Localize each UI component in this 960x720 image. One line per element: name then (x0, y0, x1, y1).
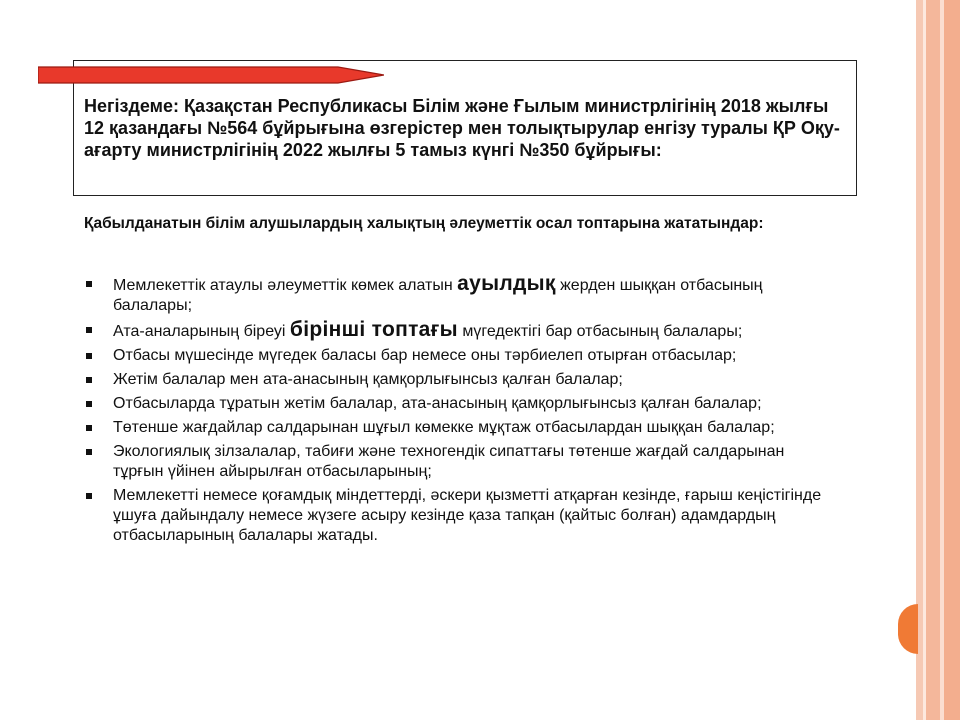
list-item: Жетім балалар мен ата-анасының қамқорлығынсыз қалған балалар; (84, 370, 824, 390)
header-text: Негіздеме: Қазақстан Республикасы Білім және Ғылым министрлігінің 2018 жылғы 12 қазандағы №564 бұйрығына өзгерістер мен толықтырулар енгізу туралы ҚР Оқу-ағарту министрлігінің 2022 жылғы 5 тамыз күнгі №350 бұйрығы: (84, 96, 840, 160)
list-item: Мемлекеттік атаулы әлеуметтік көмек алатын ауылдық жерден шыққан отбасының балалары; (84, 274, 824, 316)
orange-side-tab (898, 604, 918, 654)
section-heading: Қабылданатын білім алушылардың халықтың әлеуметтік осал топтарына жататындар: (84, 215, 764, 232)
list-item: Ата-аналарының біреуі бірінші топтағы мүгедектігі бар отбасының балалары; (84, 320, 824, 342)
bullet-icon (86, 281, 92, 287)
bullet-icon (86, 377, 92, 383)
list-item: Отбасыларда тұратын жетім балалар, ата-анасының қамқорлығынсыз қалған балалар; (84, 394, 824, 414)
red-arrow-banner (38, 66, 384, 84)
bullet-icon (86, 425, 92, 431)
bullet-icon (86, 401, 92, 407)
eligibility-list (84, 274, 824, 550)
list-item: Отбасы мүшесінде мүгедек баласы бар немесе оны тәрбиелеп отырған отбасылар; (84, 346, 824, 366)
bullet-icon (86, 327, 92, 333)
bullet-icon (86, 493, 92, 499)
list-item: Экологиялық зілзалалар, табиғи және техногендік сипаттағы төтенше жағдай салдарынан тұрғын үйінен айырылған отбасыларының; (84, 442, 824, 482)
bullet-icon (86, 353, 92, 359)
decorative-side-stripes (916, 0, 960, 720)
emphasis-text: ауылдық (457, 272, 556, 295)
list-item: Төтенше жағдайлар салдарынан шұғыл көмекке мұқтаж отбасылардан шыққан балалар; (84, 418, 824, 438)
bullet-icon (86, 449, 92, 455)
list-item: Мемлекетті немесе қоғамдық міндеттерді, әскери қызметті атқарған кезінде, ғарыш кеңістігінде ұшуға дайындалу немесе жүзеге асыру кезінде қаза тапқан (қайтыс болған) адамдардың отбасыларының балалары жатады. (84, 486, 824, 546)
emphasis-text: бірінші топтағы (289, 318, 458, 341)
